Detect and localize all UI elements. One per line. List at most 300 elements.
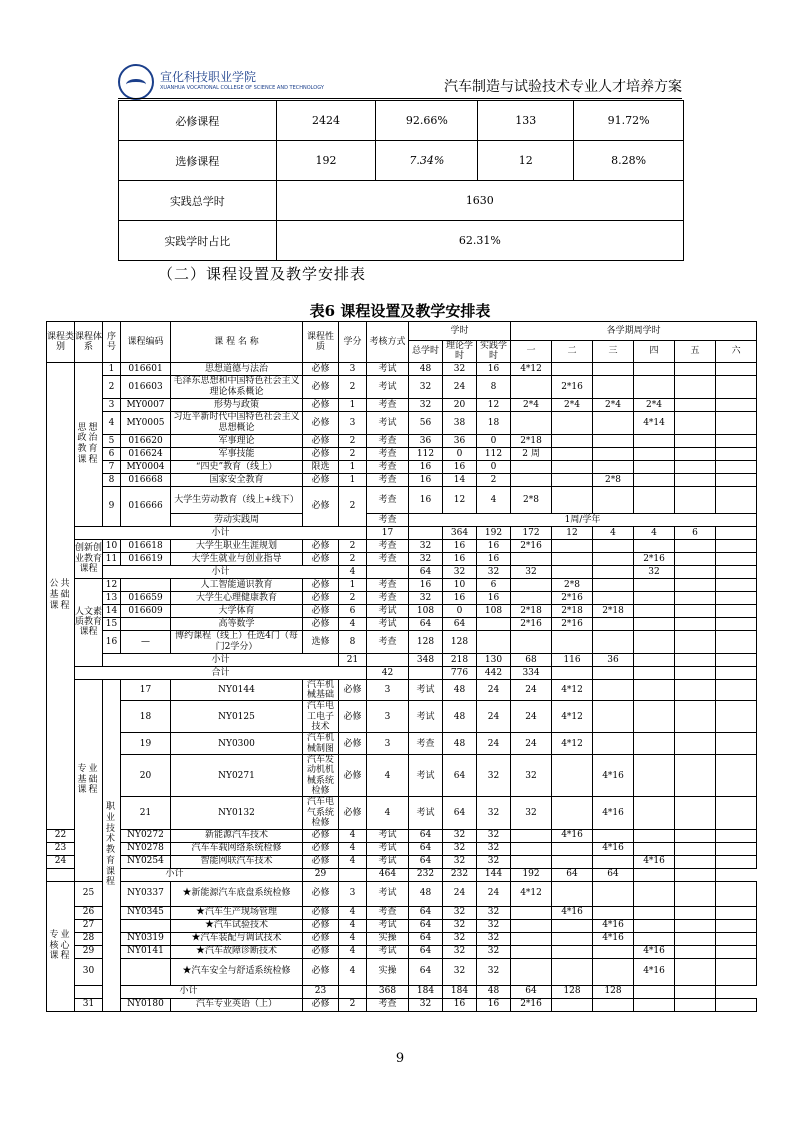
cell-s2: 2*16 (552, 591, 593, 604)
cell-s2 (593, 733, 634, 755)
cell-name: 新能源汽车技术 (171, 829, 303, 842)
cell-exam (339, 868, 367, 881)
cell-s6 (675, 985, 716, 998)
header-row (47, 322, 757, 341)
cell-s1: 2*8 (511, 486, 552, 513)
cell-code: 016620 (121, 434, 171, 447)
cell-code: 016624 (121, 447, 171, 460)
cell-s1 (511, 919, 552, 932)
cell-s6 (716, 906, 757, 919)
subtotal-s4: 32 (634, 565, 675, 578)
cell-name: ★汽车试验技术 (171, 919, 303, 932)
subtotal-total: 368 (367, 985, 409, 998)
cell-credit: 3 (339, 881, 367, 906)
cell-name: ★汽车安全与舒适系统检修 (171, 958, 303, 985)
cell-no: 8 (103, 473, 121, 486)
cell-s6 (716, 565, 757, 578)
cell-nature: 必修 (303, 998, 339, 1011)
cell-s4: 4*14 (634, 411, 675, 434)
cell-total: 32 (409, 375, 443, 398)
summary-hours-pct: 92.66% (376, 101, 478, 141)
cell-nature: 必修 (339, 679, 367, 701)
cell-s5 (675, 604, 716, 617)
table-row (47, 919, 757, 932)
document-title: 汽车制造与试验技术专业人才培养方案 (444, 79, 682, 95)
header-nature: 课程性质 (303, 322, 339, 363)
cell-s5 (675, 486, 716, 513)
cell-practice: 8 (477, 375, 511, 398)
cell-s3: 2*8 (593, 473, 634, 486)
cell-no: 19 (121, 733, 171, 755)
cell-s4 (634, 473, 675, 486)
cell-total: 64 (409, 932, 443, 945)
cell-s1: 2*16 (511, 617, 552, 630)
cell-s1 (511, 578, 552, 591)
category-public: 公共基础课程 (47, 362, 75, 829)
cell-practice: 24 (511, 733, 552, 755)
cell-total: 64 (409, 906, 443, 919)
cell-s5 (675, 906, 716, 919)
subtotal-s4 (634, 653, 675, 666)
table-row (47, 958, 757, 985)
cell-no: 30 (75, 958, 103, 985)
cell-exam: 考查 (367, 473, 409, 486)
header-code: 课程编码 (121, 322, 171, 363)
cell-theory: 24 (477, 679, 511, 701)
cell-s4 (634, 881, 675, 906)
cell-s6 (716, 855, 757, 868)
header-sem-6: 六 (716, 341, 757, 363)
subtotal-s1: 48 (477, 985, 511, 998)
cell-code: NY0125 (171, 701, 303, 733)
cell-s2 (593, 679, 634, 701)
cell-code: NY0141 (121, 945, 171, 958)
cell-s1 (511, 591, 552, 604)
cell-theory: 0 (443, 447, 477, 460)
cell-code (121, 958, 171, 985)
cell-s4 (634, 375, 675, 398)
cell-nature: 必修 (303, 539, 339, 552)
cell-s3 (593, 945, 634, 958)
cell-no: 13 (103, 591, 121, 604)
subtotal-row (47, 985, 757, 998)
cell-s6 (716, 881, 757, 906)
cell-s5 (675, 411, 716, 434)
cell-s6 (716, 945, 757, 958)
cell-s1: 2*18 (511, 434, 552, 447)
section-heading: （二）课程设置及教学安排表 (158, 265, 367, 283)
cell-no: 28 (75, 932, 103, 945)
subtotal-s3: 128 (552, 985, 593, 998)
cell-code: 016609 (121, 604, 171, 617)
cell-s6 (716, 842, 757, 855)
subtotal-label: 小计 (47, 868, 303, 881)
cell-s3 (593, 375, 634, 398)
cell-theory: 16 (443, 460, 477, 473)
subtotal-s2 (593, 666, 634, 679)
cell-credit: 2 (339, 539, 367, 552)
cell-credit: 4 (339, 906, 367, 919)
header-type: 课程类别 (47, 322, 75, 363)
cell-practice: 24 (511, 701, 552, 733)
header-exam: 考核方式 (367, 322, 409, 363)
cell-s6 (716, 447, 757, 460)
subtotal-total: 776 (443, 666, 477, 679)
cell-code: 016666 (121, 486, 171, 526)
table-row (47, 434, 757, 447)
cell-code (121, 617, 171, 630)
cell-nature: 限选 (303, 460, 339, 473)
cell-practice: 108 (477, 604, 511, 617)
cell-credit: 1 (339, 473, 367, 486)
subtotal-credit: 23 (303, 985, 339, 998)
cell-total: 64 (443, 755, 477, 797)
cell-s3 (593, 630, 634, 653)
table-row (47, 411, 757, 434)
cell-s1: 2*4 (511, 398, 552, 411)
cell-s4 (675, 733, 716, 755)
header-hours: 学时 (409, 322, 511, 341)
cell-credit: 6 (339, 604, 367, 617)
cell-code: MY0004 (121, 460, 171, 473)
table-row (47, 362, 757, 375)
cell-theory: 24 (443, 881, 477, 906)
cell-total: 48 (443, 679, 477, 701)
cell-s3: 4*16 (593, 932, 634, 945)
cell-s2 (552, 552, 593, 565)
cell-nature: 必修 (303, 881, 339, 906)
cell-s5 (675, 362, 716, 375)
cell-name: 汽车车载网络系统检修 (171, 842, 303, 855)
cell-practice (477, 630, 511, 653)
cell-s4 (634, 604, 675, 617)
cell-theory: 32 (477, 755, 511, 797)
cell-exam: 考试 (367, 375, 409, 398)
page-number: 9 (395, 1051, 405, 1066)
cell-total: 32 (409, 552, 443, 565)
cell-total: 56 (409, 411, 443, 434)
cell-nature: 必修 (303, 411, 339, 434)
cell-name: 汽车电工电子技术 (303, 701, 339, 733)
subtotal-s1: 32 (511, 565, 552, 578)
cell-nature: 必修 (303, 855, 339, 868)
cell-s5 (675, 881, 716, 906)
cell-code: NY0272 (121, 829, 171, 842)
cell-practice: 32 (477, 842, 511, 855)
cell-credit: 4 (339, 958, 367, 985)
cell-s5 (675, 958, 716, 985)
cell-s1 (511, 473, 552, 486)
cell-s6 (716, 578, 757, 591)
cell-s5 (675, 653, 716, 666)
cell-theory: 16 (443, 552, 477, 565)
cell-theory: 32 (443, 945, 477, 958)
subtotal-row (47, 526, 757, 539)
subtotal-practice: 184 (443, 985, 477, 998)
cell-practice: 32 (511, 755, 552, 797)
subtotal-theory: 32 (443, 565, 477, 578)
cell-total: 16 (409, 486, 443, 513)
cell-s3 (634, 755, 675, 797)
cell-name: 博约课程（线上）任选4门（每门2学分） (171, 630, 303, 653)
cell-theory: 32 (443, 362, 477, 375)
cell-credit: 4 (339, 842, 367, 855)
table-row (47, 447, 757, 460)
cell-s1 (511, 855, 552, 868)
cell-s2 (552, 842, 593, 855)
cell-s2: 2*16 (552, 375, 593, 398)
cell-theory: 20 (443, 398, 477, 411)
cell-credit: 2 (339, 552, 367, 565)
summary-credits: 133 (478, 101, 574, 141)
cell-nature: 必修 (339, 755, 367, 797)
cell-practice: 32 (477, 932, 511, 945)
cell-theory: 32 (443, 855, 477, 868)
cell-code: NY0254 (121, 855, 171, 868)
cell-exam: 考查 (367, 447, 409, 460)
cell-code: NY0319 (121, 932, 171, 945)
subtotal-s4 (675, 666, 716, 679)
cell-nature: 必修 (303, 906, 339, 919)
cell-s1: 4*12 (552, 679, 593, 701)
cell-exam: 考查 (367, 906, 409, 919)
cell-no: 6 (103, 447, 121, 460)
cell-s5 (675, 998, 716, 1011)
subtotal-row (47, 666, 757, 679)
cell-s4 (634, 362, 675, 375)
cell-name: 毛泽东思想和中国特色社会主义理论体系概论 (171, 375, 303, 398)
cell-s2: 4*16 (593, 755, 634, 797)
header-total: 总学时 (409, 341, 443, 363)
cell-total: 48 (443, 733, 477, 755)
subtotal-credit: 4 (339, 565, 367, 578)
table-row (47, 842, 757, 855)
cell-s2 (552, 932, 593, 945)
cell-exam: 考试 (409, 701, 443, 733)
summary-practice-hours: 1630 (276, 181, 683, 221)
cell-s6 (716, 375, 757, 398)
cell-total: 64 (409, 919, 443, 932)
subtotal-s2: 4 (593, 526, 634, 539)
subtotal-credit: 21 (339, 653, 367, 666)
cell-name: 思想道德与法治 (171, 362, 303, 375)
subtotal-credit: 29 (303, 868, 339, 881)
system-vocation: 职业技术教育课程 (103, 679, 121, 1011)
cell-credit: 3 (339, 411, 367, 434)
cell-name: 大学体育 (171, 604, 303, 617)
logo-chinese-name: 宣化科技职业学院 (160, 70, 257, 84)
header-sem-2: 二 (552, 341, 593, 363)
cell-s6 (716, 958, 757, 985)
cell-code: 016618 (121, 539, 171, 552)
subtotal-s2 (552, 565, 593, 578)
cell-practice: 0 (477, 434, 511, 447)
table-row (47, 473, 757, 486)
cell-s2 (552, 473, 593, 486)
cell-s4 (675, 797, 716, 829)
cell-theory: 12 (443, 486, 477, 513)
cell-theory: 24 (443, 375, 477, 398)
cell-credit: 4 (339, 945, 367, 958)
cell-nature: 必修 (303, 591, 339, 604)
table-row (47, 906, 757, 919)
cell-credit: 4 (339, 829, 367, 842)
cell-practice: 4 (477, 486, 511, 513)
summary-hours: 2424 (276, 101, 376, 141)
cell-credit: 3 (367, 701, 409, 733)
cell-code: NY0180 (121, 998, 171, 1011)
cell-nature: 必修 (303, 604, 339, 617)
subtotal-practice: 130 (477, 653, 511, 666)
cell-theory: 38 (443, 411, 477, 434)
cell-s5 (675, 565, 716, 578)
cell-s4 (675, 701, 716, 733)
cell-theory: 32 (443, 829, 477, 842)
table-row (47, 630, 757, 653)
header-sem-5: 五 (675, 341, 716, 363)
cell-name: 智能网联汽车技术 (171, 855, 303, 868)
cell-no: 7 (103, 460, 121, 473)
summary-hours: 192 (276, 141, 376, 181)
cell-s5 (675, 617, 716, 630)
cell-s1 (552, 755, 593, 797)
subtotal-s2: 116 (552, 653, 593, 666)
subtotal-label: 小计 (75, 526, 367, 539)
cell-s5 (675, 829, 716, 842)
cell-theory: 36 (443, 434, 477, 447)
category-pro-basic: 专业基础课程 (75, 679, 103, 881)
cell-nature: 必修 (339, 797, 367, 829)
cell-s5 (675, 539, 716, 552)
header-sem-4: 四 (634, 341, 675, 363)
cell-practice: 32 (477, 945, 511, 958)
cell-s4 (634, 842, 675, 855)
logo-english-name: XUANHUA VOCATIONAL COLLEGE OF SCIENCE AND TECHNOLOGY (160, 85, 324, 91)
cell-exam: 考查 (367, 591, 409, 604)
cell-s1 (511, 630, 552, 653)
table-row (47, 604, 757, 617)
cell-s5 (675, 460, 716, 473)
cell-total: 16 (409, 473, 443, 486)
cell-practice: 0 (477, 460, 511, 473)
cell-s3 (593, 591, 634, 604)
cell-s4: 4*16 (634, 855, 675, 868)
cell-nature: 必修 (303, 617, 339, 630)
cell-s4 (634, 932, 675, 945)
cell-s2: 2*16 (552, 617, 593, 630)
cell-s1: 4*12 (552, 701, 593, 733)
cell-name: 劳动实践周 (171, 513, 303, 526)
cell-exam: 考试 (367, 829, 409, 842)
table-row (47, 855, 757, 868)
cell-theory: 16 (443, 539, 477, 552)
header-name: 课 程 名 称 (171, 322, 303, 363)
cell-exam: 考试 (367, 945, 409, 958)
subtotal-s1 (552, 666, 593, 679)
summary-row-ratio (119, 221, 684, 261)
cell-s5 (675, 375, 716, 398)
cell-s3 (593, 855, 634, 868)
cell-theory: 24 (477, 733, 511, 755)
cell-s2: 4*16 (593, 797, 634, 829)
cell-total: 108 (409, 604, 443, 617)
subtotal-total: 364 (443, 526, 477, 539)
subtotal-total: 64 (409, 565, 443, 578)
cell-practice: 6 (477, 578, 511, 591)
cell-exam: 考试 (409, 797, 443, 829)
cell-exam: 考查 (367, 578, 409, 591)
cell-exam: 实操 (367, 958, 409, 985)
cell-practice: 16 (477, 591, 511, 604)
cell-name: ★新能源汽车底盘系统检修 (171, 881, 303, 906)
subtotal-theory: 192 (477, 526, 511, 539)
cell-s1 (511, 375, 552, 398)
cell-s3 (593, 447, 634, 460)
header-no: 序号 (103, 322, 121, 363)
cell-name: 人工智能通识教育 (171, 578, 303, 591)
cell-code: NY0132 (171, 797, 303, 829)
cell-no: 9 (103, 486, 121, 526)
cell-s3 (593, 617, 634, 630)
cell-s2 (552, 447, 593, 460)
cell-s1 (511, 411, 552, 434)
cell-s2 (552, 411, 593, 434)
subtotal-theory: 442 (477, 666, 511, 679)
cell-s1 (511, 842, 552, 855)
cell-practice (477, 617, 511, 630)
summary-row-practice (119, 181, 684, 221)
header-sem-1: 一 (511, 341, 552, 363)
cell-name: 大学生劳动教育（线上+线下） (171, 486, 303, 513)
cell-s6 (716, 604, 757, 617)
cell-code: 016659 (121, 591, 171, 604)
cell-nature: 必修 (303, 486, 339, 526)
cell-practice: 32 (477, 855, 511, 868)
cell-s6 (716, 653, 757, 666)
cell-theory: 0 (443, 604, 477, 617)
cell-s5 (716, 797, 757, 829)
cell-credit: 4 (367, 797, 409, 829)
cell-s5 (716, 526, 757, 539)
cell-credit: 3 (367, 679, 409, 701)
cell-total: 112 (409, 447, 443, 460)
cell-s1 (511, 945, 552, 958)
cell-total: 48 (409, 881, 443, 906)
summary-label: 选修课程 (119, 141, 277, 181)
header-system: 课程体系 (75, 322, 103, 363)
cell-s1: 4*12 (552, 733, 593, 755)
cell-s5 (716, 733, 757, 755)
cell-no: 26 (75, 906, 103, 919)
cell-nature: 必修 (303, 434, 339, 447)
cell-s4 (634, 434, 675, 447)
cell-s3 (593, 829, 634, 842)
cell-credit: 3 (367, 733, 409, 755)
cell-s6 (716, 617, 757, 630)
cell-no: 25 (75, 881, 103, 906)
cell-nature: 必修 (339, 733, 367, 755)
header-sem-3: 三 (593, 341, 634, 363)
cell-exam: 考试 (367, 842, 409, 855)
cell-theory: 10 (443, 578, 477, 591)
cell-s5 (675, 434, 716, 447)
cell-exam: 考查 (367, 486, 409, 513)
cell-total: 32 (409, 591, 443, 604)
cell-exam: 考查 (367, 998, 409, 1011)
table-row (47, 945, 757, 958)
cell-s3 (593, 434, 634, 447)
cell-s5 (675, 473, 716, 486)
